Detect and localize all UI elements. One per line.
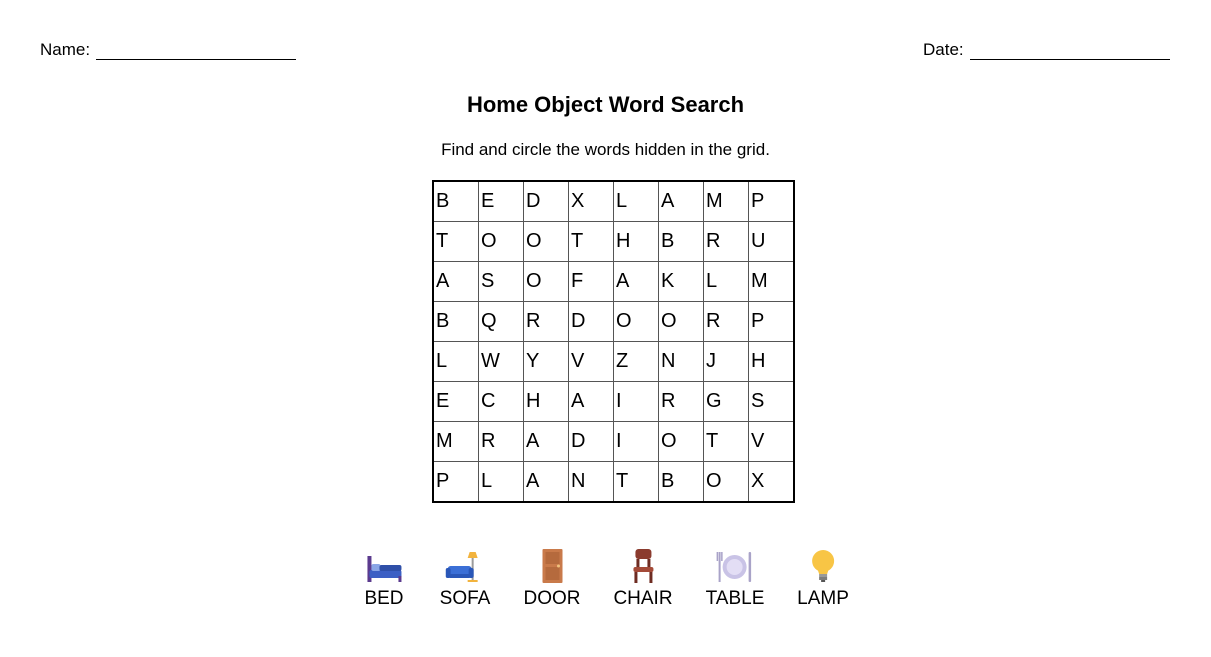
grid-cell[interactable]: Z xyxy=(614,342,659,382)
grid-cell[interactable]: E xyxy=(433,382,479,422)
word-label: LAMP xyxy=(797,588,849,609)
grid-cell[interactable]: V xyxy=(569,342,614,382)
grid-row xyxy=(433,422,794,462)
grid-cell[interactable]: M xyxy=(749,262,795,302)
grid-cell[interactable]: H xyxy=(614,222,659,262)
grid-cell[interactable]: R xyxy=(659,382,704,422)
grid-cell[interactable]: B xyxy=(659,222,704,262)
grid-cell[interactable]: P xyxy=(749,302,795,342)
word-label: CHAIR xyxy=(613,588,673,609)
grid-row xyxy=(433,382,794,422)
grid-cell[interactable]: A xyxy=(614,262,659,302)
date-line[interactable] xyxy=(970,45,1170,60)
grid-row xyxy=(433,181,794,222)
grid-cell[interactable]: E xyxy=(479,181,524,222)
grid-row xyxy=(433,462,794,503)
date-label: Date: xyxy=(923,40,964,59)
grid-row xyxy=(433,262,794,302)
grid-row xyxy=(433,222,794,262)
grid-cell[interactable]: O xyxy=(479,222,524,262)
grid-cell[interactable]: Q xyxy=(479,302,524,342)
grid-cell[interactable]: A xyxy=(524,462,569,503)
grid-cell[interactable]: N xyxy=(659,342,704,382)
grid-cell[interactable]: A xyxy=(433,262,479,302)
grid-cell[interactable]: L xyxy=(704,262,749,302)
word-table xyxy=(706,548,765,610)
word-bed xyxy=(364,548,403,610)
grid-cell[interactable]: M xyxy=(704,181,749,222)
grid-cell[interactable]: W xyxy=(479,342,524,382)
word-door xyxy=(524,548,581,610)
grid-cell[interactable]: F xyxy=(569,262,614,302)
grid-cell[interactable]: A xyxy=(524,422,569,462)
grid-cell[interactable]: P xyxy=(749,181,795,222)
light-bulb-icon xyxy=(804,548,842,584)
grid-cell[interactable]: O xyxy=(614,302,659,342)
grid-cell[interactable]: U xyxy=(749,222,795,262)
grid-cell[interactable]: D xyxy=(569,422,614,462)
grid-cell[interactable]: H xyxy=(749,342,795,382)
name-line[interactable] xyxy=(96,45,296,60)
word-search-grid xyxy=(432,180,795,503)
grid-cell[interactable]: H xyxy=(524,382,569,422)
grid-row xyxy=(433,342,794,382)
grid-cell[interactable]: R xyxy=(479,422,524,462)
grid-cell[interactable]: T xyxy=(614,462,659,503)
instructions: Find and circle the words hidden in the grid. xyxy=(441,140,770,159)
grid-cell[interactable]: X xyxy=(569,181,614,222)
grid-cell[interactable]: K xyxy=(659,262,704,302)
grid-cell[interactable]: O xyxy=(524,222,569,262)
grid-cell[interactable]: O xyxy=(659,422,704,462)
page-title: Home Object Word Search xyxy=(466,92,745,117)
sofa-icon xyxy=(446,548,484,584)
word-sofa xyxy=(440,548,491,610)
grid-cell[interactable]: S xyxy=(749,382,795,422)
door-icon xyxy=(533,548,571,584)
grid-cell[interactable]: R xyxy=(524,302,569,342)
word-lamp xyxy=(797,548,849,610)
grid-cell[interactable]: X xyxy=(749,462,795,503)
grid-cell[interactable]: O xyxy=(659,302,704,342)
grid-cell[interactable]: T xyxy=(569,222,614,262)
name-label: Name: xyxy=(40,40,91,59)
word-label: BED xyxy=(364,588,404,609)
grid-cell[interactable]: R xyxy=(704,302,749,342)
grid-cell[interactable]: P xyxy=(433,462,479,503)
grid-cell[interactable]: M xyxy=(433,422,479,462)
grid-cell[interactable]: O xyxy=(704,462,749,503)
word-chair xyxy=(613,548,672,610)
grid-cell[interactable]: D xyxy=(569,302,614,342)
table-setting-icon xyxy=(716,548,754,584)
word-label: DOOR xyxy=(523,588,581,609)
grid-cell[interactable]: C xyxy=(479,382,524,422)
bed-icon xyxy=(365,548,403,584)
date-field[interactable] xyxy=(923,40,1170,60)
grid-cell[interactable]: L xyxy=(433,342,479,382)
chair-icon xyxy=(624,548,662,584)
grid-cell[interactable]: I xyxy=(614,382,659,422)
grid-cell[interactable]: A xyxy=(569,382,614,422)
grid-cell[interactable]: V xyxy=(749,422,795,462)
grid-cell[interactable]: T xyxy=(433,222,479,262)
grid-cell[interactable]: T xyxy=(704,422,749,462)
grid-cell[interactable]: Y xyxy=(524,342,569,382)
word-label: SOFA xyxy=(439,588,491,609)
grid-cell[interactable]: A xyxy=(659,181,704,222)
grid-cell[interactable]: O xyxy=(524,262,569,302)
grid-cell[interactable]: B xyxy=(659,462,704,503)
grid-cell[interactable]: G xyxy=(704,382,749,422)
word-label: TABLE xyxy=(705,588,765,609)
grid-cell[interactable]: B xyxy=(433,181,479,222)
grid-row xyxy=(433,302,794,342)
grid-cell[interactable]: J xyxy=(704,342,749,382)
grid-cell[interactable]: L xyxy=(614,181,659,222)
grid-cell[interactable]: I xyxy=(614,422,659,462)
grid-cell[interactable]: L xyxy=(479,462,524,503)
name-field[interactable] xyxy=(40,40,296,60)
grid-cell[interactable]: B xyxy=(433,302,479,342)
grid-cell[interactable]: S xyxy=(479,262,524,302)
grid-cell[interactable]: N xyxy=(569,462,614,503)
grid-cell[interactable]: D xyxy=(524,181,569,222)
grid-cell[interactable]: R xyxy=(704,222,749,262)
